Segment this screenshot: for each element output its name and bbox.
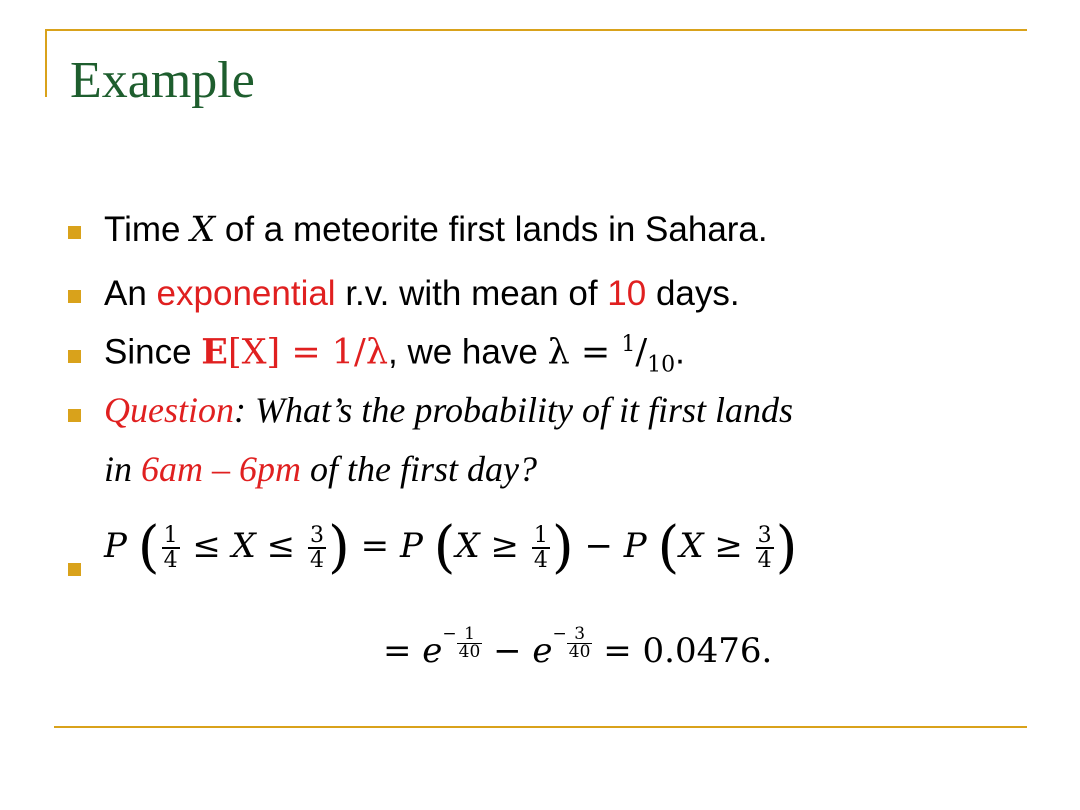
bullet-text-1: Time X of a meteorite first lands in Sahara.: [104, 210, 768, 250]
fraction: $\frac{3}{4}$: [757, 522, 772, 573]
top-rule: [45, 29, 1027, 31]
equation-line-1: P ( $\frac{1}{4}$ ≤ X ≤ $\frac{3}{4}$ ) = P (X ≥ $\frac{1}{4}$ ) − P (X ≥ $\frac{3}{4}$ ): [104, 515, 798, 580]
exponent: − $\frac{3}{40}$: [552, 624, 591, 662]
slide-title: Example: [70, 52, 255, 109]
fraction: $\frac{1}{4}$: [163, 522, 178, 573]
bullet-text-4-cont: in 6am – 6pm of the first day?: [104, 449, 538, 489]
equation-line-2: = e− $\frac{1}{40}$ − e− $\frac{3}{40}$ = 0.0476.: [383, 624, 773, 671]
bullet-marker: [68, 409, 81, 422]
bullet-text-4: Question: What’s the probability of it first lands: [104, 390, 794, 430]
bullet-text-2: An exponential r.v. with mean of 10 days.: [104, 274, 740, 313]
left-rule: [45, 29, 47, 97]
bullet-marker: [68, 290, 81, 303]
fraction: $\frac{3}{4}$: [309, 522, 324, 573]
bullet-marker: [68, 563, 81, 576]
exponent: − $\frac{1}{40}$: [442, 624, 481, 662]
fraction: $\frac{1}{4}$: [533, 522, 548, 573]
bottom-rule: [54, 726, 1027, 728]
bullet-marker: [68, 350, 81, 363]
bullet-marker: [68, 226, 81, 239]
bullet-text-3: Since E[X] = 1/λ, we have $\lambda = ^1/_{10}$.: [104, 331, 685, 378]
